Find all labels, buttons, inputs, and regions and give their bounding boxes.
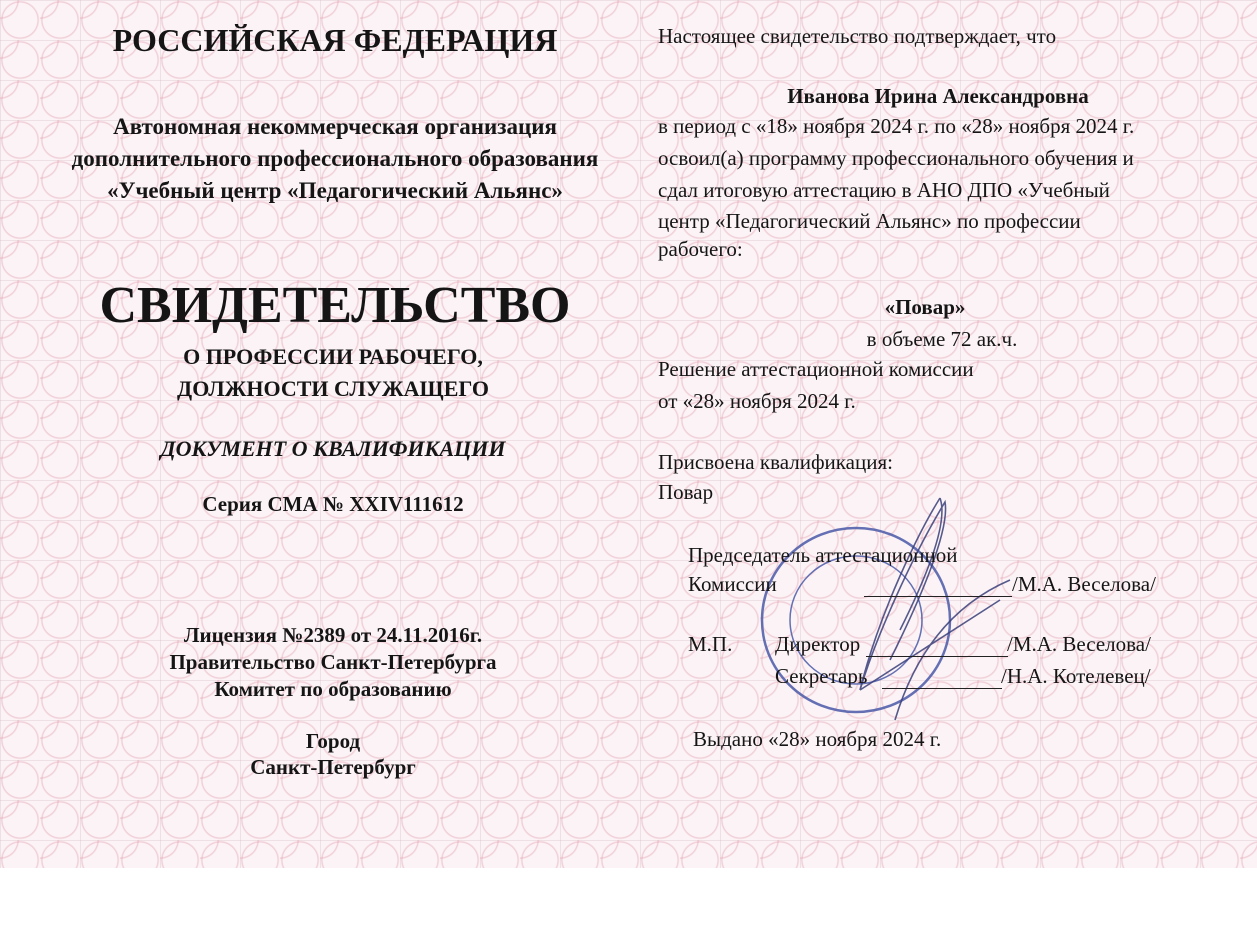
secretary-name: /Н.А. Котелевец/ bbox=[1001, 664, 1151, 688]
decision: Решение аттестационной комиссии bbox=[658, 357, 974, 381]
chair-label-1: Председатель аттестационной bbox=[688, 543, 958, 567]
qualification: Повар bbox=[658, 480, 714, 504]
director-label: Директор bbox=[775, 632, 861, 656]
director-name: /М.А. Веселова/ bbox=[1007, 632, 1151, 656]
chair-label-2: Комиссии bbox=[688, 572, 777, 596]
chair-name: /М.А. Веселова/ bbox=[1012, 572, 1156, 596]
body-line: сдал итоговую аттестацию в АНО ДПО «Учебный bbox=[658, 178, 1110, 202]
handwritten-signature-icon bbox=[800, 490, 1020, 730]
city: Санкт-Петербург bbox=[250, 755, 416, 779]
seal-place-label: М.П. bbox=[688, 632, 733, 656]
subtitle-line-2: ДОЛЖНОСТИ СЛУЖАЩЕГО bbox=[177, 376, 489, 401]
secretary-label: Секретарь bbox=[775, 664, 868, 688]
authority-2: Комитет по образованию bbox=[214, 677, 452, 701]
director-signature-line bbox=[866, 656, 1008, 657]
body-line: освоил(а) программу профессионального обучения и bbox=[658, 146, 1134, 170]
series-number: Серия СМА № XXIV111612 bbox=[202, 492, 464, 516]
qualification-label: Присвоена квалификация: bbox=[658, 450, 893, 474]
issued-date: Выдано «28» ноября 2024 г. bbox=[693, 727, 942, 751]
body-line: в период с «18» ноября 2024 г. по «28» ноября 2024 г. bbox=[658, 114, 1135, 138]
recipient-name: Иванова Ирина Александровна bbox=[787, 84, 1089, 108]
chair-signature-line bbox=[864, 596, 1012, 597]
decision-date: от «28» ноября 2024 г. bbox=[658, 389, 856, 413]
authority-1: Правительство Санкт-Петербурга bbox=[169, 650, 497, 674]
intro-text: Настоящее свидетельство подтверждает, что bbox=[658, 24, 1057, 48]
document-title: СВИДЕТЕЛЬСТВО bbox=[99, 277, 571, 334]
org-line-2: дополнительного профессионального образования bbox=[71, 146, 599, 171]
city-label: Город bbox=[305, 729, 361, 753]
body-line: центр «Педагогический Альянс» по профессии bbox=[658, 209, 1081, 233]
document-type: ДОКУМЕНТ О КВАЛИФИКАЦИИ bbox=[160, 436, 506, 461]
volume: в объеме 72 ак.ч. bbox=[866, 327, 1018, 351]
org-line-3: «Учебный центр «Педагогический Альянс» bbox=[107, 178, 563, 203]
profession: «Повар» bbox=[884, 295, 966, 319]
subtitle-line-1: О ПРОФЕССИИ РАБОЧЕГО, bbox=[183, 344, 483, 369]
body-line: рабочего: bbox=[658, 237, 743, 261]
org-line-1: Автономная некоммерческая организация bbox=[113, 114, 557, 139]
secretary-signature-line bbox=[882, 688, 1002, 689]
license: Лицензия №2389 от 24.11.2016г. bbox=[183, 623, 483, 647]
country-heading: РОССИЙСКАЯ ФЕДЕРАЦИЯ bbox=[112, 22, 558, 58]
